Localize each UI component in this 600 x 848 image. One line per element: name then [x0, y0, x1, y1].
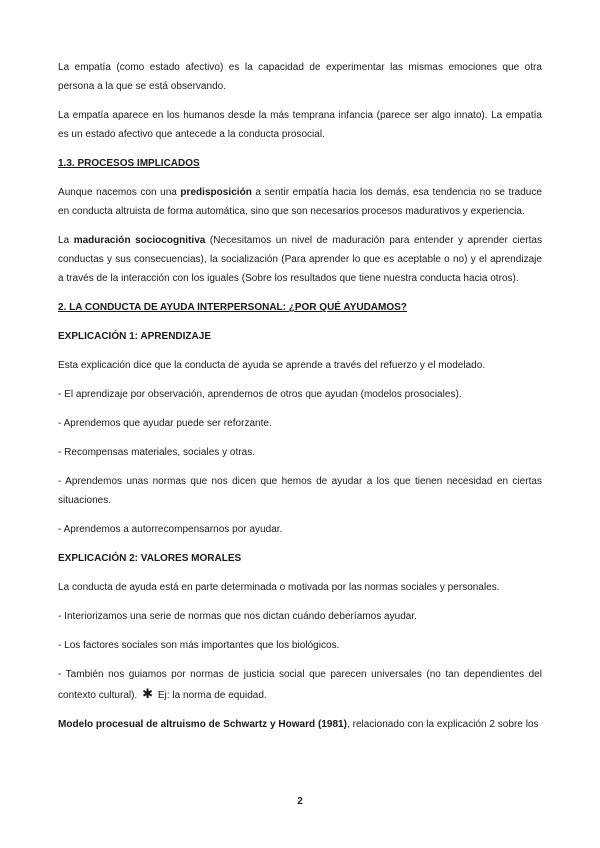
list-item: [58, 665, 542, 705]
section-heading-processes: 1.3. PROCESOS IMPLICADOS: [58, 158, 200, 169]
text-run: Ej: la norma de equidad.: [157, 690, 267, 701]
bold-term-predisposition: predisposición: [180, 187, 252, 198]
text-run: Aunque nacemos con una: [58, 187, 181, 198]
subheading-explanation-2: EXPLICACIÓN 2: VALORES MORALES: [58, 553, 242, 564]
list-item: - Recompensas materiales, sociales y otras.: [58, 447, 256, 458]
bold-term-maturation: maduración sociocognitiva: [73, 235, 206, 246]
text-run: a sentir empatía hacia los demás, esa tendencia no se traduce en conducta altruista de forma automática, sino que son necesarios procesos madurativos y experiencia.: [58, 187, 542, 217]
paragraph-empathy-origin: La empatía aparece en los humanos desde la más temprana infancia (parece ser algo innato). La empatía es un estado afectivo que antecede a la conducta prosocial.: [58, 110, 542, 140]
asterisk-icon: ✱: [142, 686, 154, 701]
list-item: - Aprendemos unas normas que nos dicen que hemos de ayudar a los que tienen necesidad en ciertas situaciones.: [58, 476, 542, 506]
paragraph-learning-explanation: Esta explicación dice que la conducta de ayuda se aprende a través del refuerzo y el modelado.: [58, 360, 486, 371]
bold-term-process-model: Modelo procesual de altruismo de Schwartz y Howard (1981): [58, 719, 347, 730]
paragraph-maturation: [58, 231, 542, 288]
paragraph-empathy-definition: La empatía (como estado afectivo) es la capacidad de experimentar las mismas emociones que otra persona a la que se está observando.: [58, 62, 542, 92]
text-run: (Necesitamos un nivel de maduración para entender y aprender ciertas conductas y sus consecuencias), la socialización (Para aprender lo que es aceptable o no) y el aprendizaje a través de la interacción con los iguales (Sobre los resultados que tiene nuestra conducta hacia otros).: [58, 235, 542, 284]
document-page: [58, 58, 542, 744]
subheading-explanation-1: EXPLICACIÓN 1: APRENDIZAJE: [58, 331, 211, 342]
text-run: , relacionado con la explicación 2 sobre los: [347, 719, 539, 730]
list-item: - Aprendemos que ayudar puede ser reforzante.: [58, 418, 272, 429]
list-item: - Aprendemos a autorrecompensarnos por ayudar.: [58, 524, 283, 535]
list-item: - Interiorizamos una serie de normas que nos dictan cuándo deberíamos ayudar.: [58, 611, 417, 622]
page-number: 2: [297, 796, 303, 807]
list-item: - Los factores sociales son más importantes que los biológicos.: [58, 640, 340, 651]
list-item: - El aprendizaje por observación, aprendemos de otros que ayudan (modelos prosociales).: [58, 389, 462, 400]
paragraph-predisposition: [58, 183, 542, 221]
section-heading-helping-behavior: 2. LA CONDUCTA DE AYUDA INTERPERSONAL: ¿POR QUÉ AYUDAMOS?: [58, 302, 407, 313]
paragraph-moral-values: La conducta de ayuda está en parte determinada o motivada por las normas sociales y personales.: [58, 582, 500, 593]
text-run: La: [58, 235, 74, 246]
text-run: - También nos guiamos por normas de justicia social que parecen universales (no tan dependientes del contexto cultural).: [58, 669, 542, 701]
paragraph-process-model: [58, 715, 542, 734]
